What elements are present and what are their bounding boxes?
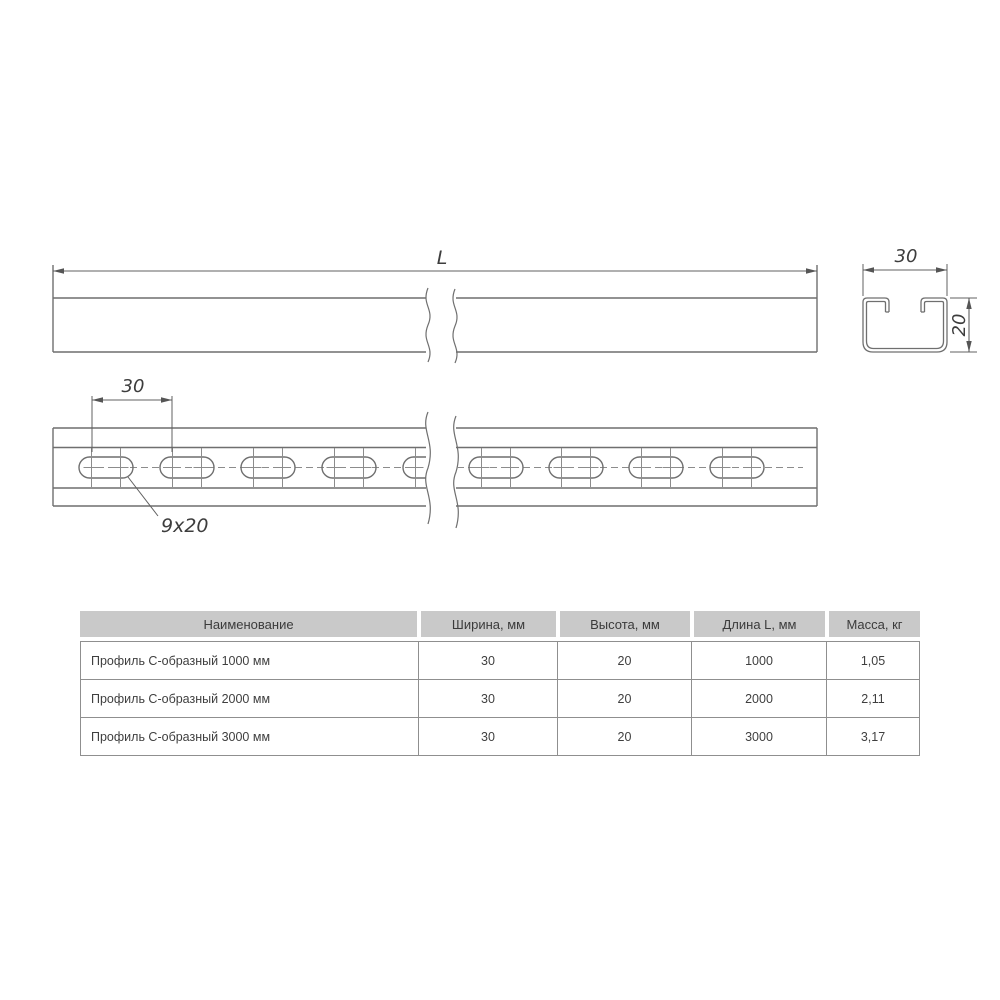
arrowhead-icon: [53, 268, 64, 274]
table-row: [81, 680, 919, 718]
arrowhead-icon: [966, 341, 971, 352]
length-dimension-label: L: [436, 247, 448, 269]
arrowhead-icon: [966, 298, 971, 309]
cell-mass: 1,05: [860, 653, 886, 668]
cell-mass: 3,17: [860, 729, 886, 744]
slot-pitch-label: 30: [121, 376, 145, 397]
section-width-dimension: [863, 246, 947, 296]
cell-width: 30: [419, 642, 558, 679]
spec-table-header: [80, 611, 920, 637]
cell-height: 20: [558, 718, 692, 755]
break-line: [453, 289, 457, 363]
table-row: [81, 642, 919, 680]
column-header-height: Высота, мм: [558, 611, 692, 637]
side-view: [53, 265, 817, 363]
top-view: [53, 412, 817, 528]
cell-length: 1000: [692, 642, 827, 679]
break-line: [426, 288, 430, 362]
break-line: [426, 412, 431, 524]
cell-name: Профиль С-образный 1000 мм: [81, 642, 419, 679]
column-header-mass: Масса, кг: [827, 611, 920, 637]
section-height-dimension: [949, 298, 977, 352]
cell-height: 20: [558, 680, 692, 717]
slot-size-label: 9x20: [161, 515, 209, 537]
break-line: [454, 416, 459, 528]
cell-name: Профиль С-образный 3000 мм: [81, 718, 419, 755]
table-row: [81, 718, 919, 755]
cell-name: Профиль С-образный 2000 мм: [81, 680, 419, 717]
arrowhead-icon: [806, 268, 817, 274]
section-height-label: 20: [949, 313, 970, 337]
arrowhead-icon: [936, 267, 947, 272]
cell-mass: 2,11: [861, 691, 885, 706]
column-header-length: Длина L, мм: [692, 611, 827, 637]
section-width-label: 30: [894, 246, 918, 267]
cross-section-view: [863, 298, 947, 352]
leader-line: [128, 477, 158, 516]
column-header-width: Ширина, мм: [419, 611, 558, 637]
spec-table-body: [80, 641, 920, 756]
cell-height: 20: [558, 642, 692, 679]
slot-pitch-dimension: [92, 376, 172, 452]
slot-size-callout: [128, 477, 209, 537]
column-header-name: Наименование: [80, 611, 419, 637]
cell-width: 30: [419, 718, 558, 755]
arrowhead-icon: [161, 397, 172, 402]
arrowhead-icon: [92, 397, 103, 402]
length-dimension: [53, 247, 817, 274]
cell-length: 2000: [692, 680, 827, 717]
cell-width: 30: [419, 680, 558, 717]
spec-table: [80, 611, 920, 756]
arrowhead-icon: [863, 267, 874, 272]
cell-length: 3000: [692, 718, 827, 755]
